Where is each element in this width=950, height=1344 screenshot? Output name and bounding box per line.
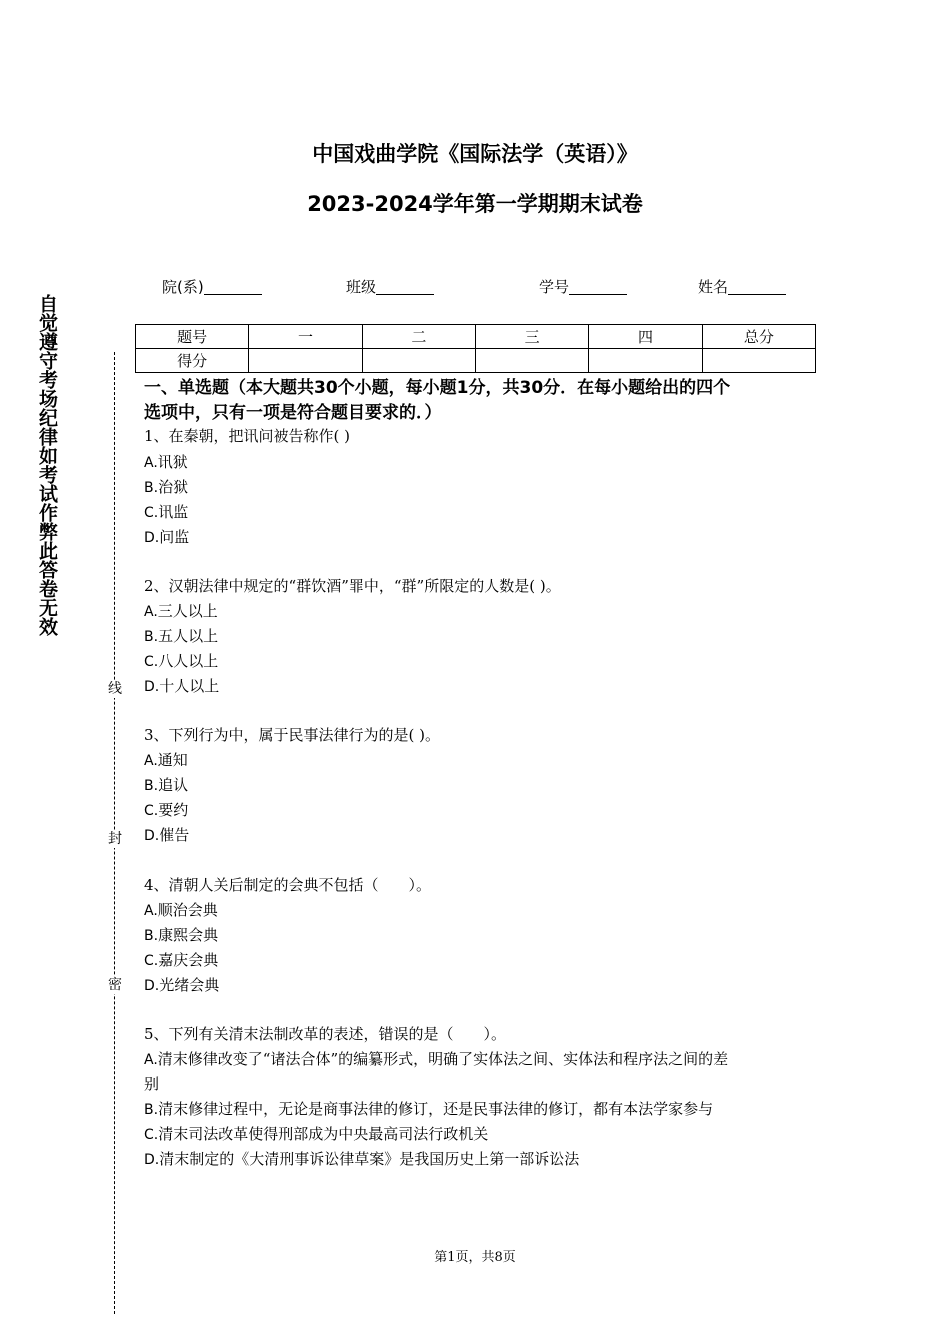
option-text: 五人以上 [158, 627, 219, 645]
option-text: 康熙会典 [158, 926, 219, 944]
option-text: 问监 [159, 528, 190, 546]
student-id-label: 学号 [539, 278, 570, 296]
score-cell: 总分 [702, 325, 815, 349]
option-a[interactable] [144, 601, 218, 622]
seal-mark-seal: 封 [108, 831, 122, 847]
seal-mark-secret: 密 [108, 977, 122, 993]
option-letter: B. [144, 928, 159, 944]
option-text: 嘉庆会典 [158, 951, 219, 969]
option-c[interactable] [144, 950, 218, 971]
name-field[interactable] [698, 276, 786, 297]
score-input-cell[interactable] [362, 349, 475, 373]
student-id-field[interactable] [539, 276, 627, 297]
score-input-cell[interactable] [589, 349, 702, 373]
question-stem: 2、汉朝法律中规定的“群饮酒”罪中，“群”所限定的人数是( )。 [144, 577, 561, 595]
option-text: 清末修律过程中，无论是商事法律的修订，还是民事法律的修订，都有本法学家参与 [158, 1100, 714, 1118]
question-stem: 5、下列有关清末法制改革的表述，错误的是（ ）。 [144, 1025, 507, 1043]
option-letter: C. [144, 654, 159, 670]
option-letter: A. [144, 1052, 158, 1068]
exam-title-line1: 中国戏曲学院《国际法学（英语）》 [312, 142, 638, 166]
option-b[interactable] [144, 925, 218, 946]
option-a[interactable] [144, 900, 218, 921]
option-c[interactable] [144, 800, 188, 821]
option-d[interactable] [144, 676, 219, 697]
option-a[interactable] [144, 750, 188, 771]
option-text: 清末制定的《大清刑事诉讼律草案》是我国历史上第一部诉讼法 [159, 1150, 580, 1168]
option-text: 三人以上 [157, 602, 218, 620]
option-text: 讯监 [158, 503, 189, 521]
option-letter: A. [144, 455, 158, 471]
option-text: 追认 [158, 776, 189, 794]
option-c[interactable] [144, 1124, 488, 1145]
class-label: 班级 [346, 278, 377, 296]
score-cell: 四 [589, 325, 702, 349]
score-table-score-row [136, 349, 816, 373]
option-letter: D. [144, 828, 160, 844]
option-text: 八人以上 [158, 652, 219, 670]
score-cell: 二 [362, 325, 475, 349]
option-b[interactable] [144, 477, 188, 498]
score-cell: 三 [475, 325, 588, 349]
option-letter: B. [144, 480, 159, 496]
name-blank[interactable] [728, 278, 786, 295]
option-letter: A. [144, 604, 158, 620]
exam-discipline-notice: 自觉遵守考场纪律如考试作弊此答卷无效 [36, 294, 58, 636]
option-letter: D. [144, 679, 160, 695]
page-number: 第1页，共8页 [434, 1250, 516, 1265]
option-letter: C. [144, 953, 159, 969]
score-input-cell[interactable] [249, 349, 362, 373]
option-b[interactable] [144, 1099, 713, 1120]
question-stem: 4、清朝人关后制定的会典不包括（ ）。 [144, 876, 432, 894]
option-letter: A. [144, 753, 158, 769]
department-blank[interactable] [204, 278, 262, 295]
score-cell: 题号 [136, 325, 249, 349]
option-text: 清末司法改革使得刑部成为中央最高司法行政机关 [158, 1125, 489, 1143]
section-title-line2: 选项中，只有一项是符合题目要求的．） [144, 403, 442, 423]
option-d[interactable] [144, 1149, 579, 1170]
exam-title-line2: 2023-2024学年第一学期期末试卷 [307, 192, 643, 216]
option-text: 催告 [159, 826, 190, 844]
option-letter: B. [144, 778, 159, 794]
option-letter: D. [144, 978, 160, 994]
option-text: 讯狱 [157, 453, 188, 471]
section-title [144, 376, 824, 426]
student-id-blank[interactable] [569, 278, 627, 295]
question-stem: 3、下列行为中，属于民事法律行为的是( )。 [144, 726, 441, 744]
option-b[interactable] [144, 775, 188, 796]
section-title-line1: 一、单选题（本大题共30个小题，每小题1分，共30分．在每小题给出的四个 [144, 378, 731, 398]
option-letter: D. [144, 530, 160, 546]
option-d[interactable] [144, 825, 189, 846]
option-a[interactable] [144, 452, 188, 473]
option-text: 十人以上 [159, 677, 220, 695]
option-d[interactable] [144, 527, 189, 548]
option-text: 光绪会典 [159, 976, 220, 994]
score-input-cell[interactable] [702, 349, 815, 373]
option-text: 清末修律改变了“诸法合体”的编纂形式，明确了实体法之间、实体法和程序法之间的差 [157, 1050, 729, 1068]
class-blank[interactable] [376, 278, 434, 295]
option-letter: C. [144, 1127, 159, 1143]
student-info-row [0, 276, 950, 300]
option-letter: C. [144, 505, 159, 521]
option-text: 要约 [158, 801, 189, 819]
option-c[interactable] [144, 502, 188, 523]
option-letter: D. [144, 1152, 160, 1168]
option-a[interactable] [144, 1049, 728, 1070]
option-text: 治狱 [158, 478, 189, 496]
option-letter: C. [144, 803, 159, 819]
department-label: 院(系) [162, 278, 204, 296]
option-text: 通知 [157, 751, 188, 769]
option-d[interactable] [144, 975, 219, 996]
option-letter: A. [144, 903, 158, 919]
seal-mark-line: 线 [108, 681, 122, 697]
score-input-cell[interactable] [475, 349, 588, 373]
option-b[interactable] [144, 626, 218, 647]
score-cell: 得分 [136, 349, 249, 373]
score-cell: 一 [249, 325, 362, 349]
class-field[interactable] [346, 276, 434, 297]
option-text: 顺治会典 [157, 901, 218, 919]
option-letter: B. [144, 1102, 159, 1118]
score-table-header-row [136, 325, 816, 349]
score-table [135, 324, 816, 373]
option-c[interactable] [144, 651, 218, 672]
name-label: 姓名 [698, 278, 729, 296]
option-letter: B. [144, 629, 159, 645]
option-a-continued: 别 [144, 1075, 160, 1093]
department-field[interactable] [162, 276, 262, 297]
question-stem: 1、在秦朝，把讯问被告称作( ) [144, 427, 351, 445]
